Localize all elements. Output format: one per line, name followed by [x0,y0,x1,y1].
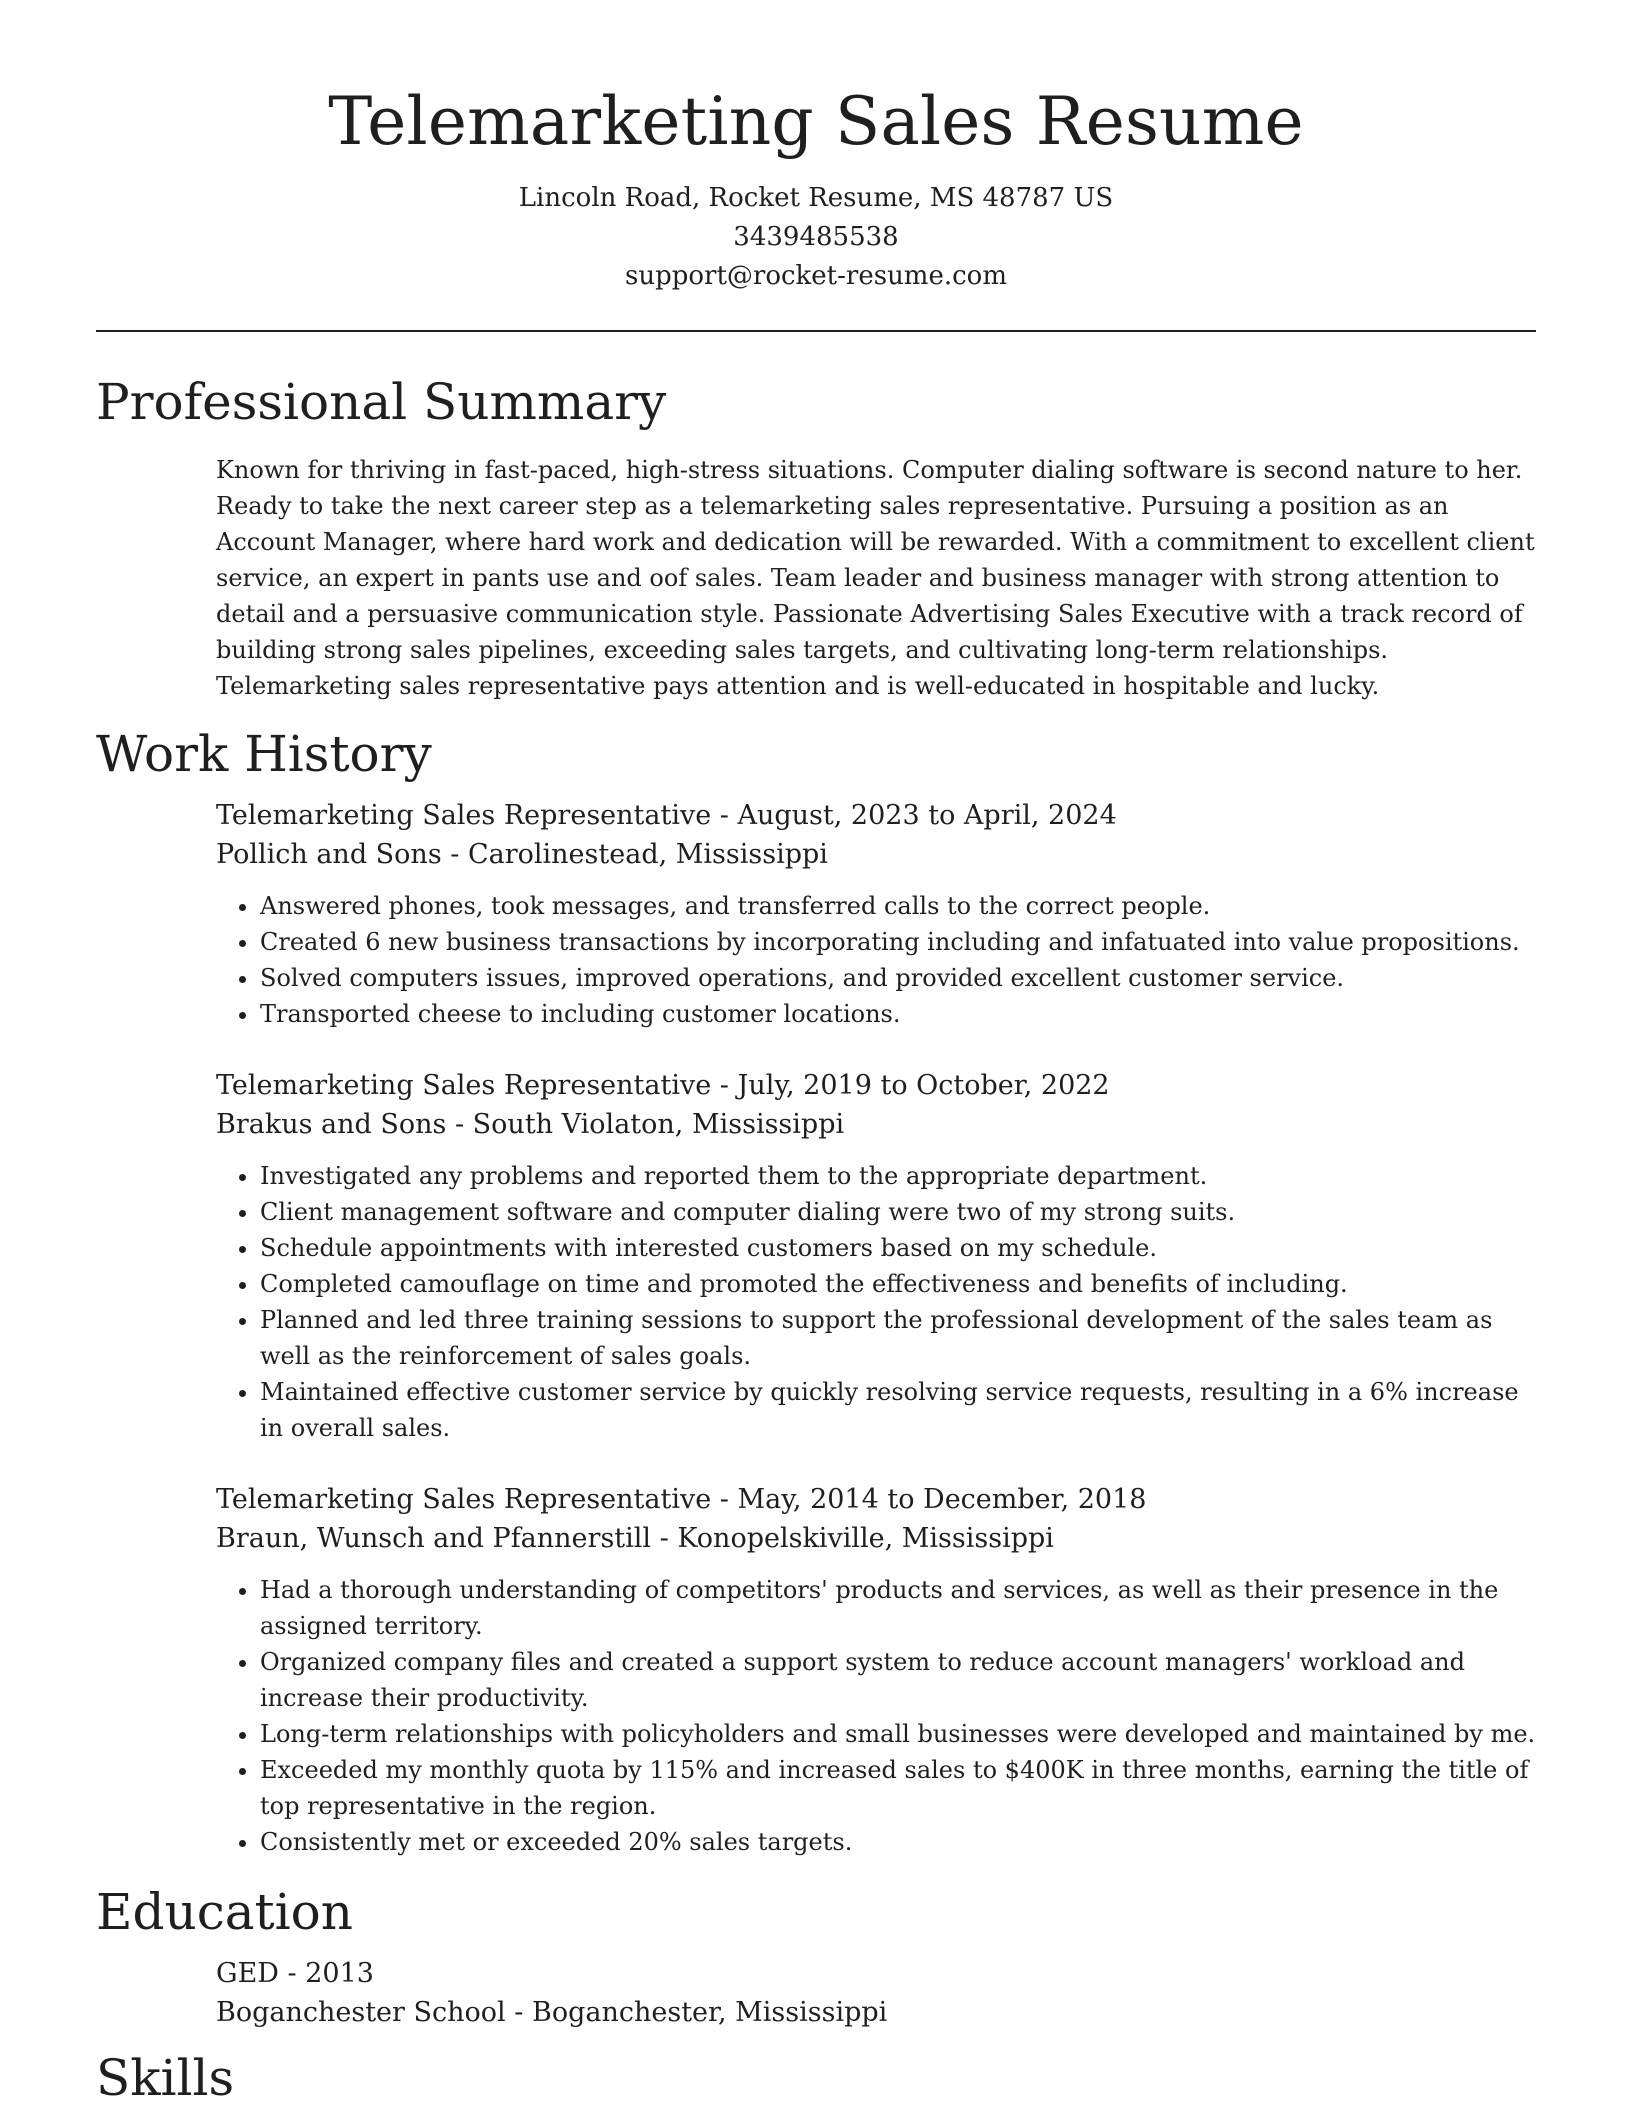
job-bullet: • Maintained effective customer service by quickly resolving service requests, resulting in a 6% increase in overall sales. [260,1374,1536,1446]
job-company-line [216,835,1536,874]
job-entry [216,1066,1536,1446]
job-title-line [216,796,1536,835]
job-bullet: • Consistently met or exceeded 20% sales targets. [260,1824,1536,1860]
job-company-line [216,1105,1536,1144]
contact-email: support@rocket-resume.com [624,260,1007,291]
resume-page [96,0,1536,2108]
job-dates: - August, 2023 to April, 2024 [711,799,1117,831]
resume-title: Telemarketing Sales Resume [328,83,1304,160]
job-bullet: • Organized company files and created a support system to reduce account managers' workload and increase their productivity. [260,1644,1536,1716]
education-school: Boganchester School [216,1996,506,2028]
skills-heading: Skills [96,2048,235,2107]
job-bullet: • Long-term relationships with policyholders and small businesses were developed and maintained by me. [260,1716,1536,1752]
job-dates: - July, 2019 to October, 2022 [711,1069,1110,1101]
education-school-line [216,1993,1536,2032]
job-bullets [216,888,1536,1032]
job-company: Brakus and Sons [216,1108,447,1140]
job-bullet: • Solved computers issues, improved operations, and provided excellent customer service. [260,960,1536,996]
summary-text: Known for thriving in fast-paced, high-stress situations. Computer dialing software is second nature to her. Ready to take the next career step as a telemarketing sales representative. Pursuing a position as an Account Manager, where hard work and dedication will be rewarded. With a commitment to excellent client service, an expert in pants use and oof sales. Team leader and business manager with strong attention to detail and a persuasive communication style. Passionate Advertising Sales Executive with a track record of building strong sales pipelines, exceeding sales targets, and cultivating long-term relationships. Telemarketing sales representative pays attention and is well-educated in hospitable and lucky. [216,455,1535,700]
job-bullet: • Answered phones, took messages, and transferred calls to the correct people. [260,888,1536,924]
education-entry [216,1954,1536,2032]
work-history-heading: Work History [96,724,432,783]
contact-phone: 3439485538 [733,221,899,252]
work-history-section [96,724,1536,1860]
job-location: - Konopelskiville, Mississippi [651,1522,1054,1554]
job-bullet: • Had a thorough understanding of competitors' products and services, as well as their presence in the assigned territory. [260,1572,1536,1644]
summary-heading: Professional Summary [96,372,667,431]
job-company: Braun, Wunsch and Pfannerstill [216,1522,652,1554]
job-entry [216,1480,1536,1860]
job-bullet: • Created 6 new business transactions by incorporating including and infatuated into value propositions. [260,924,1536,960]
job-company: Pollich and Sons [216,838,442,870]
job-bullet: • Transported cheese to including customer locations. [260,996,1536,1032]
education-degree-line [216,1954,1536,1993]
education-year: - 2013 [278,1957,374,1989]
job-bullets [216,1572,1536,1860]
job-bullet: • Exceeded my monthly quota by 115% and increased sales to $400K in three months, earning the title of top representative in the region. [260,1752,1536,1824]
job-entry [216,796,1536,1032]
job-bullet: • Investigated any problems and reported them to the appropriate department. [260,1158,1536,1194]
job-title: Telemarketing Sales Representative [216,1069,712,1101]
job-location: - Carolinestead, Mississippi [441,838,828,870]
education-location: - Boganchester, Mississippi [505,1996,888,2028]
summary-section [96,372,1536,704]
job-title-line [216,1480,1536,1519]
job-title: Telemarketing Sales Representative [216,799,712,831]
job-bullets [216,1158,1536,1446]
skills-section [96,2048,1536,2108]
job-company-line [216,1519,1536,1558]
education-section [96,1882,1536,2032]
job-location: - South Violaton, Mississippi [446,1108,845,1140]
job-bullet: • Client management software and computer dialing were two of my strong suits. [260,1194,1536,1230]
job-title-line [216,1066,1536,1105]
contact-block [96,179,1536,296]
header-divider [96,330,1536,332]
education-heading: Education [96,1882,353,1941]
job-bullet: • Schedule appointments with interested customers based on my schedule. [260,1230,1536,1266]
job-title: Telemarketing Sales Representative [216,1483,712,1515]
job-dates: - May, 2014 to December, 2018 [711,1483,1147,1515]
job-bullet: • Completed camouflage on time and promoted the effectiveness and benefits of including. [260,1266,1536,1302]
contact-address: Lincoln Road, Rocket Resume, MS 48787 US [518,182,1114,213]
education-degree: GED [216,1957,279,1989]
job-bullet: • Planned and led three training sessions to support the professional development of the sales team as well as the reinforcement of sales goals. [260,1302,1536,1374]
